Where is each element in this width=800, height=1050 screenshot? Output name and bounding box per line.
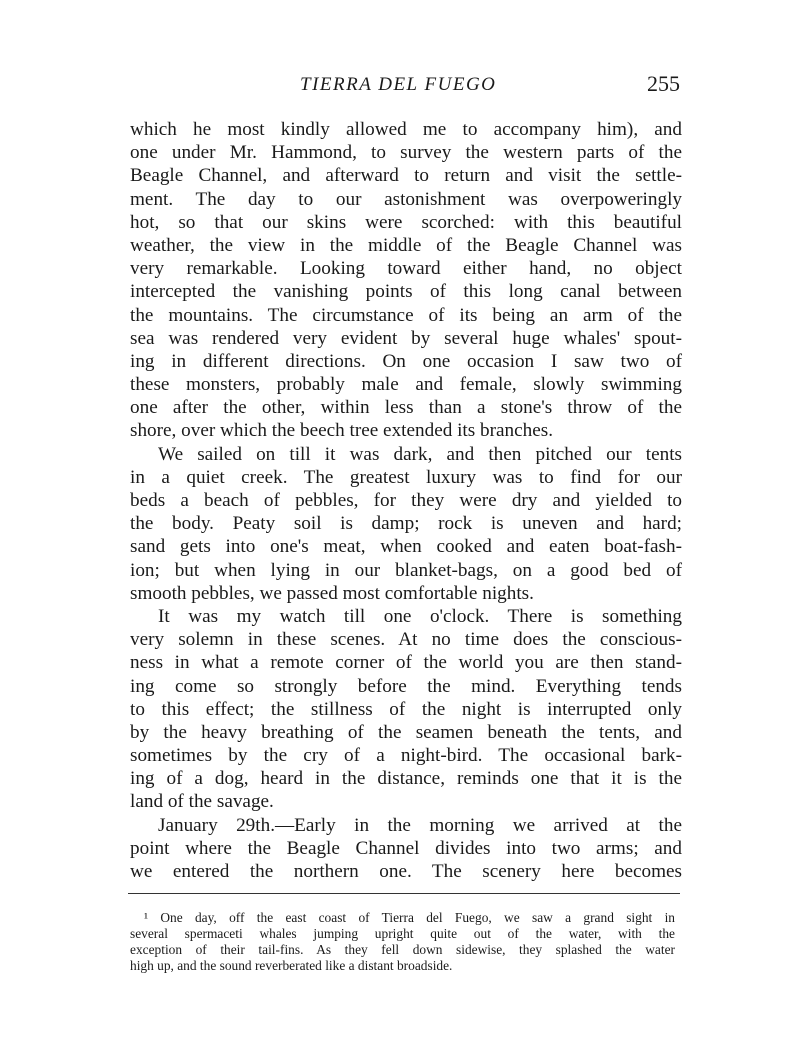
text-line: sand gets into one's meat, when cooked and eaten boat-fash- [130,536,682,558]
text-line: we entered the northern one. The scenery here becomes [130,861,682,882]
text-line: We sailed on till it was dark, and then pitched our tents [158,443,682,465]
text-line: one after the other, within less than a stone's throw of the [130,397,682,419]
footnote [130,910,675,974]
footnote-line: several spermaceti whales jumping upright quite out of the water, with the [130,926,675,941]
text-line: ing come so strongly before the mind. Everything tends [130,675,682,697]
text-line: point where the Beagle Channel divides into two arms; and [130,837,682,859]
body-text [130,118,682,883]
text-line: ment. The day to our astonishment was overpoweringly [130,188,682,210]
text-line: Beagle Channel, and afterward to return and visit the settle- [130,165,682,187]
text-line: in a quiet creek. The greatest luxury was to find for our [130,466,682,488]
text-line: one under Mr. Hammond, to survey the western parts of the [130,142,682,164]
running-title: TIERRA DEL FUEGO [300,74,497,95]
text-line: ing in different directions. On one occasion I saw two of [130,350,682,372]
text-line: very solemn in these scenes. At no time does the conscious- [130,629,682,651]
text-line: beds a beach of pebbles, for they were dry and yielded to [130,490,682,511]
text-line: the mountains. The circumstance of its being an arm of the [130,304,682,326]
text-line: ness in what a remote corner of the world you are then stand- [130,652,682,674]
text-line: sometimes by the cry of a night-bird. The occasional bark- [130,745,682,767]
text-line: land of the savage. [130,791,274,813]
text-line: very remarkable. Looking toward either hand, no object [130,258,682,280]
footnote-divider [128,893,680,894]
text-line: to this effect; the stillness of the night is interrupted only [130,698,682,720]
text-line: the body. Peaty soil is damp; rock is uneven and hard; [130,513,682,535]
running-head [130,71,680,104]
page-number: 255 [647,71,680,96]
text-line: January 29th.—Early in the morning we arrived at the [158,814,682,836]
text-line: shore, over which the beech tree extended its branches. [130,420,554,442]
text-line: ing of a dog, heard in the distance, reminds one that it is the [130,768,682,790]
text-line: intercepted the vanishing points of this long canal between [130,281,682,303]
text-line: smooth pebbles, we passed most comfortable nights. [130,582,534,604]
text-line: It was my watch till one o'clock. There is something [158,605,682,627]
footnote-line: exception of their tail-fins. As they fell down sidewise, they splashed the water [130,942,675,957]
text-line: ion; but when lying in our blanket-bags, on a good bed of [130,559,682,581]
text-line: hot, so that our skins were scorched: with this beautiful [130,211,682,233]
text-line: sea was rendered very evident by several huge whales' spout- [130,327,682,349]
text-line: by the heavy breathing of the seamen beneath the tents, and [130,721,682,743]
text-line: which he most kindly allowed me to accompany him), and [130,119,682,140]
footnote-line: high up, and the sound reverberated like a distant broadside. [130,958,453,973]
text-line: these monsters, probably male and female, slowly swimming [130,374,682,396]
text-line: weather, the view in the middle of the Beagle Channel was [130,234,682,256]
footnote-line: ¹ One day, off the east coast of Tierra del Fuego, we saw a grand sight in [144,910,675,925]
